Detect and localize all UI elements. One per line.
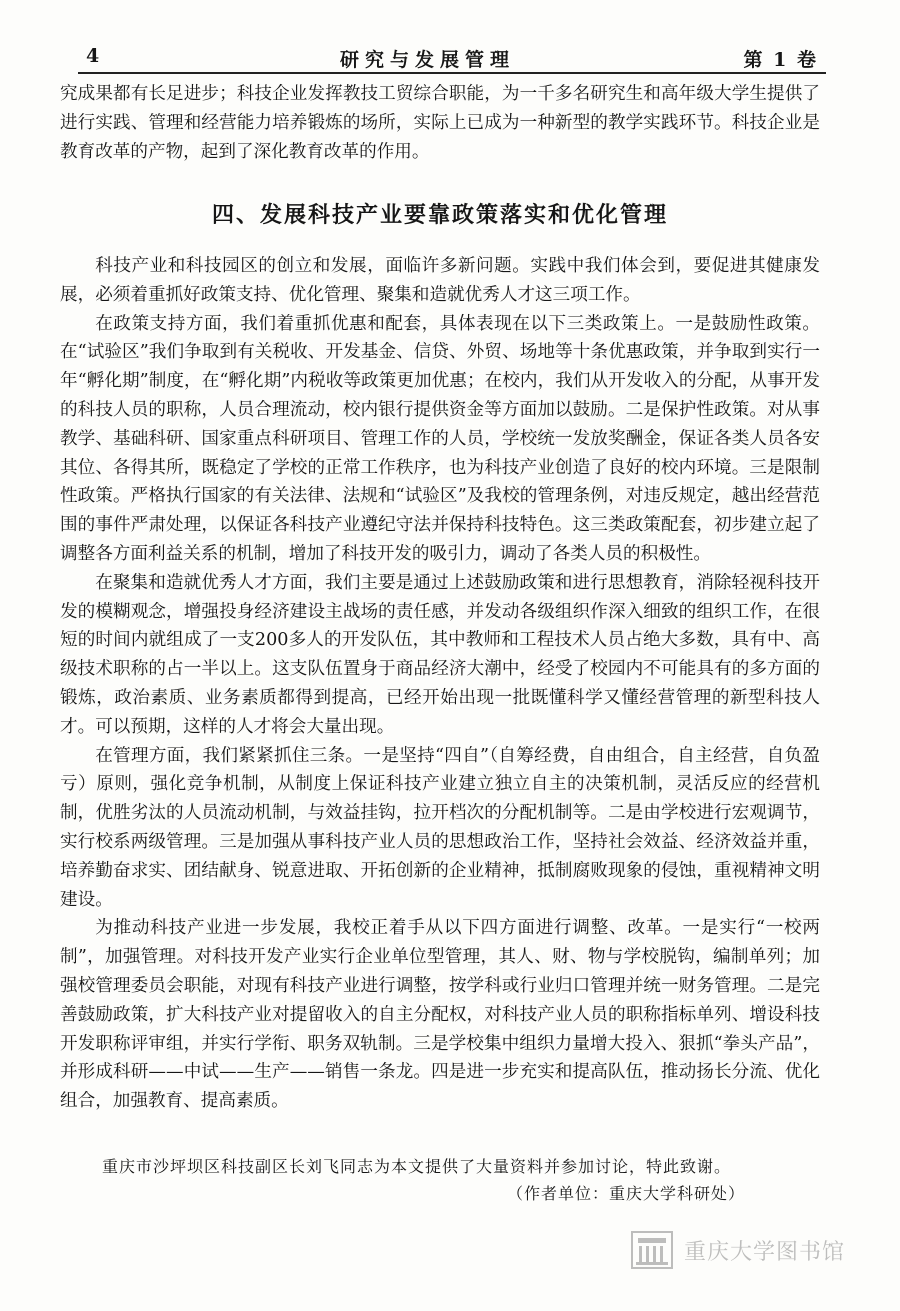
section-body	[60, 252, 820, 1116]
body-paragraph: 在管理方面，我们紧紧抓住三条。一是坚持“四自”（自筹经费，自由组合，自主经营，自负盈亏）原则，强化竞争机制，从制度上保证科技产业建立独立自主的决策机制，灵活反应的经营机制，优胜劣汰的人员流动机制，与效益挂钩，拉开档次的分配机制等。二是由学校进行宏观调节，实行校系两级管理。三是加强从事科技产业人员的思想政治工作，坚持社会效益、经济效益并重，培养勤奋求实、团结献身、锐意进取、开拓创新的企业精神，抵制腐败现象的侵蚀，重视精神文明建设。	[60, 745, 820, 910]
header-divider	[78, 72, 826, 74]
page-number: 4	[86, 45, 100, 67]
acknowledgement: 重庆市沙坪坝区科技副区长刘飞同志为本文提供了大量资料并参加讨论，特此致谢。	[102, 1157, 732, 1176]
body-paragraph: 为推动科技产业进一步发展，我校正着手从以下四方面进行调整、改革。一是实行“一校两制”，加强管理。对科技开发产业实行企业单位型管理，其人、财、物与学校脱钩，编制单列；加强校管理委员会职能，对现有科技产业进行调整，按学科或行业归口管理并统一财务管理。二是完善鼓励政策，扩大科技产业对提留收入的自主分配权，对科技产业人员的职称指标单列、增设科技开发职称评审组，并实行学衔、职务双轨制。三是学校集中组织力量增大投入、狠抓“拳头产品”，并形成科研——中试——生产——销售一条龙。四是进一步充实和提高队伍，推动扬长分流、优化组合，加强教育、提高素质。	[60, 918, 820, 1112]
watermark-text: 重庆大学图书馆	[684, 1239, 846, 1265]
body-paragraph: 在聚集和造就优秀人才方面，我们主要是通过上述鼓励政策和进行思想教育，消除轻视科技开发的模糊观念，增强投身经济建设主战场的责任感，并发动各级组织作深入细致的组织工作，在很短的时间内就组成了一支200多人的开发队伍，其中教师和工程技术人员占绝大多数，具有中、高级技术职称的占一半以上。这支队伍置身于商品经济大潮中，经受了校园内不可能具有的多方面的锻炼，政治素质、业务素质都得到提高，已经开始出现一批既懂科学又懂经营管理的新型科技人才。可以预期，这样的人才将会大量出现。	[60, 572, 820, 737]
library-building-icon	[630, 1230, 674, 1270]
body-paragraph: 科技产业和科技园区的创立和发展，面临许多新问题。实践中我们体会到，要促进其健康发展，必须着重抓好政策支持、优化管理、聚集和造就优秀人才这三项工作。	[60, 256, 820, 305]
volume-label: 第 1 卷	[743, 49, 818, 71]
journal-title: 研究与发展管理	[340, 49, 516, 71]
author-unit: （作者单位：重庆大学科研处）	[507, 1184, 746, 1203]
body-paragraph: 在政策支持方面，我们着重抓优惠和配套，具体表现在以下三类政策上。一是鼓励性政策。在“试验区”我们争取到有关税收、开发基金、信贷、外贸、场地等十条优惠政策，并争取到实行一年“孵化期”制度，在“孵化期”内税收等政策更加优惠；在校内，我们从开发收入的分配，从事开发的科技人员的职称，人员合理流动，校内银行提供资金等方面加以鼓励。二是保护性政策。对从事教学、基础科研、国家重点科研项目、管理工作的人员，学校统一发放奖酬金，保证各类人员各安其位、各得其所，既稳定了学校的正常工作秩序，也为科技产业创造了良好的校内环境。三是限制性政策。严格执行国家的有关法律、法规和“试验区”及我校的管理条例，对违反规定，越出经营范围的事件严肃处理，以保证各科技产业遵纪守法并保持科技特色。这三类政策配套，初步建立起了调整各方面利益关系的机制，增加了科技开发的吸引力，调动了各类人员的积极性。	[60, 313, 820, 564]
intro-paragraph-block	[60, 80, 820, 166]
section-heading: 四、发展科技产业要靠政策落实和优化管理	[211, 202, 668, 228]
page-header	[78, 42, 818, 72]
intro-paragraph: 究成果都有长足进步；科技企业发挥教技工贸综合职能，为一千多名研究生和高年级大学生提供了进行实践、管理和经营能力培养锻炼的场所，实际上已成为一种新型的教学实践环节。科技企业是教育改革的产物，起到了深化教育改革的作用。	[60, 84, 820, 162]
library-watermark	[630, 1230, 845, 1270]
